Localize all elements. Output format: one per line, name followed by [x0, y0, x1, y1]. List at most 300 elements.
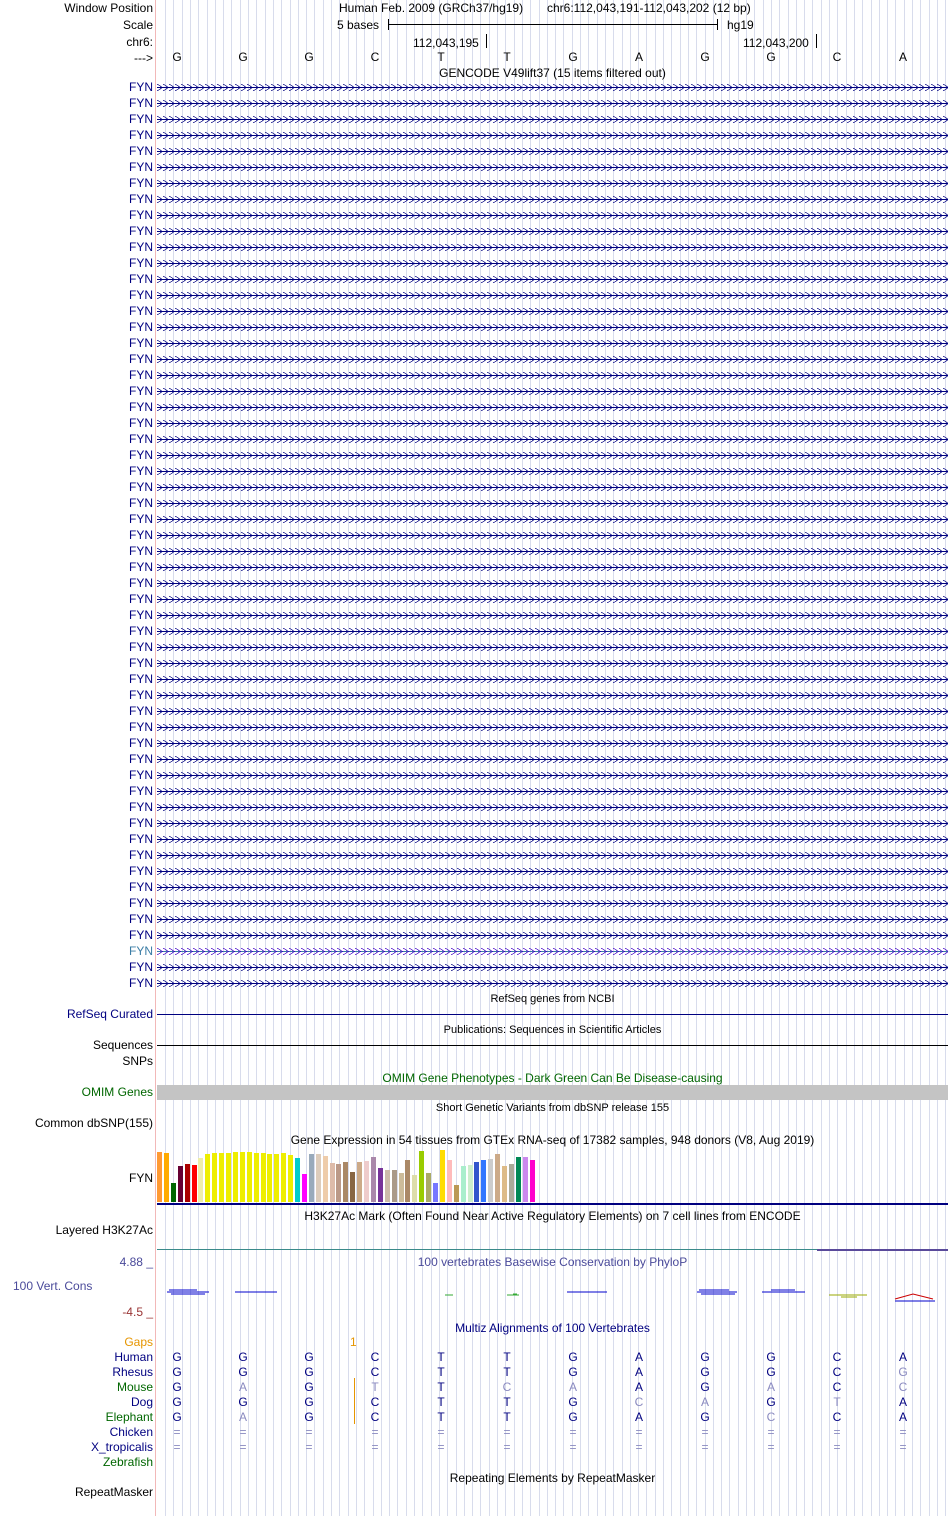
h3k27ac-signal-teal — [157, 1249, 817, 1250]
strand-arrows — [157, 900, 948, 907]
gencode-transcript-label[interactable]: FYN — [129, 336, 153, 350]
gencode-transcript-label[interactable]: FYN — [129, 784, 153, 798]
gtex-tissue-bar[interactable] — [447, 1160, 452, 1202]
position-title: chr6:112,043,191-112,043,202 (12 bp) — [547, 1, 751, 15]
gencode-transcript-line[interactable] — [157, 740, 948, 747]
gencode-transcript-label[interactable]: FYN — [129, 480, 153, 494]
gencode-transcript-line[interactable] — [157, 132, 948, 139]
alignment-base: = — [635, 1440, 643, 1454]
gencode-transcript-line[interactable] — [157, 244, 948, 251]
gencode-transcript-line[interactable] — [157, 628, 948, 635]
gencode-transcript-line[interactable] — [157, 276, 948, 283]
gtex-tissue-bar[interactable] — [267, 1154, 272, 1202]
gtex-tissue-bar[interactable] — [454, 1185, 459, 1202]
gencode-transcript-line[interactable] — [157, 644, 948, 651]
gencode-transcript-line[interactable] — [157, 100, 948, 107]
gencode-transcript-line[interactable] — [157, 148, 948, 155]
gencode-transcript-line[interactable] — [157, 212, 948, 219]
gtex-tissue-bar[interactable] — [295, 1158, 300, 1202]
gtex-tissue-bar[interactable] — [419, 1151, 424, 1202]
strand-arrows — [157, 564, 948, 571]
gencode-transcript-line[interactable] — [157, 676, 948, 683]
gtex-tissue-bar[interactable] — [343, 1162, 348, 1202]
gtex-tissue-bar[interactable] — [502, 1166, 507, 1202]
gencode-transcript-label[interactable]: FYN — [129, 432, 153, 446]
gtex-tissue-bar[interactable] — [205, 1154, 210, 1202]
strand-arrows — [157, 132, 948, 139]
strand-arrows — [157, 484, 948, 491]
gencode-transcript-label[interactable]: FYN — [129, 832, 153, 846]
gencode-transcript-line[interactable] — [157, 692, 948, 699]
gtex-tissue-bar[interactable] — [281, 1153, 286, 1202]
gencode-transcript-label[interactable]: FYN — [129, 976, 153, 990]
gencode-transcript-line[interactable] — [157, 436, 948, 443]
gencode-transcript-label[interactable]: FYN — [129, 752, 153, 766]
strand-arrows — [157, 644, 948, 651]
gencode-transcript-label[interactable]: FYN — [129, 288, 153, 302]
strand-arrows — [157, 756, 948, 763]
phylop-min: -4.5 _ — [122, 1305, 153, 1319]
gencode-transcript-label[interactable]: FYN — [129, 160, 153, 174]
alignment-base: A — [238, 1410, 247, 1424]
gencode-transcript-label[interactable]: FYN — [129, 896, 153, 910]
gencode-transcript-line[interactable] — [157, 708, 948, 715]
strand-arrows — [157, 276, 948, 283]
gencode-transcript-label[interactable]: FYN — [129, 176, 153, 190]
gencode-transcript-line[interactable] — [157, 196, 948, 203]
species-label[interactable]: Elephant — [105, 1410, 153, 1424]
alignment-base: T — [503, 1365, 511, 1379]
gtex-tissue-bar[interactable] — [474, 1162, 479, 1202]
gencode-transcript-label[interactable]: FYN — [129, 624, 153, 638]
pubs-title[interactable]: Publications: Sequences in Scientific Articles — [443, 1024, 662, 1036]
gtex-tissue-bar[interactable] — [364, 1161, 369, 1202]
gtex-tissue-bar[interactable] — [192, 1165, 197, 1202]
gencode-transcript-line[interactable] — [157, 420, 948, 427]
gtex-tissue-bar[interactable] — [316, 1154, 321, 1202]
refseq-label[interactable]: RefSeq Curated — [66, 1007, 153, 1021]
strand-arrows — [157, 836, 948, 843]
alignment-base: C — [832, 1410, 842, 1424]
gtex-tissue-bar[interactable] — [288, 1155, 293, 1202]
gtex-tissue-bar[interactable] — [302, 1174, 307, 1202]
gencode-transcript-line[interactable] — [157, 404, 948, 411]
refseq-track-line[interactable] — [157, 1014, 948, 1015]
pubs-label[interactable]: Sequences — [92, 1038, 153, 1052]
strand-arrows — [157, 548, 948, 555]
alignment-base: = — [833, 1425, 841, 1439]
strand-arrows — [157, 84, 948, 91]
gencode-transcript-line[interactable] — [157, 660, 948, 667]
alignment-base: G — [700, 1380, 710, 1394]
gtex-tissue-bar[interactable] — [468, 1165, 473, 1202]
gencode-transcript-line[interactable] — [157, 532, 948, 539]
gencode-transcript-label[interactable]: FYN — [129, 224, 153, 238]
coord-tick-1 — [486, 34, 487, 48]
gencode-transcript-label[interactable]: FYN — [129, 352, 153, 366]
gencode-transcript-label[interactable]: FYN — [129, 560, 153, 574]
species-label[interactable]: Chicken — [109, 1425, 153, 1439]
alignment-base: G — [568, 1395, 578, 1409]
gencode-transcript-label[interactable]: FYN — [129, 240, 153, 254]
alignment-base: T — [503, 1395, 511, 1409]
alignment-base: C — [898, 1380, 908, 1394]
gencode-transcript-line[interactable] — [157, 724, 948, 731]
gencode-transcript-label[interactable]: FYN — [129, 800, 153, 814]
strand-arrows — [157, 420, 948, 427]
reference-base: G — [766, 50, 776, 64]
strand-arrows — [157, 116, 948, 123]
gencode-transcript-label[interactable]: FYN — [129, 128, 153, 142]
scale-bar-left-tick — [388, 19, 389, 30]
gencode-transcript-label[interactable]: FYN — [129, 272, 153, 286]
gencode-transcript-line[interactable] — [157, 964, 948, 971]
gtex-tissue-bar[interactable] — [254, 1153, 259, 1202]
gencode-transcript-line[interactable] — [157, 372, 948, 379]
gtex-tissue-bar[interactable] — [164, 1153, 169, 1202]
gencode-transcript-label[interactable]: FYN — [129, 208, 153, 222]
gtex-label[interactable]: FYN — [129, 1171, 153, 1185]
gencode-transcript-label[interactable]: FYN — [129, 720, 153, 734]
gtex-tissue-bar[interactable] — [378, 1168, 383, 1202]
gencode-transcript-line[interactable] — [157, 548, 948, 555]
alignment-base: = — [899, 1425, 907, 1439]
gtex-tissue-bar[interactable] — [523, 1157, 528, 1202]
gencode-transcript-label[interactable]: FYN — [129, 368, 153, 382]
alignment-base: G — [238, 1350, 248, 1364]
gtex-bar-chart[interactable] — [157, 1148, 557, 1202]
gencode-transcript-label[interactable]: FYN — [129, 736, 153, 750]
gencode-transcript-label[interactable]: FYN — [129, 544, 153, 558]
alignment-base: A — [634, 1380, 643, 1394]
strand-arrows — [157, 228, 948, 235]
h3k27ac-signal-purple — [817, 1249, 948, 1251]
gtex-tissue-bar[interactable] — [412, 1175, 417, 1202]
gencode-transcript-line[interactable] — [157, 452, 948, 459]
pubs-track-line[interactable] — [157, 1045, 948, 1046]
alignment-base: G — [898, 1365, 908, 1379]
gtex-tissue-bar[interactable] — [171, 1183, 176, 1202]
strand-arrows — [157, 388, 948, 395]
species-label[interactable]: Dog — [130, 1395, 153, 1409]
alignment-base: C — [634, 1395, 644, 1409]
alignment-base: G — [568, 1350, 578, 1364]
gtex-tissue-bar[interactable] — [178, 1166, 183, 1202]
gtex-tissue-bar[interactable] — [392, 1170, 397, 1202]
gtex-tissue-bar[interactable] — [385, 1170, 390, 1202]
gencode-transcript-line[interactable] — [157, 596, 948, 603]
gtex-tissue-bar[interactable] — [323, 1156, 328, 1202]
h3k27ac-label[interactable]: Layered H3K27Ac — [55, 1223, 153, 1237]
alignment-base: G — [172, 1350, 182, 1364]
gencode-transcript-line[interactable] — [157, 116, 948, 123]
alignment-base: = — [371, 1440, 379, 1454]
gencode-transcript-line[interactable] — [157, 580, 948, 587]
alignment-base: T — [437, 1380, 445, 1394]
strand-arrows — [157, 468, 948, 475]
gencode-transcript-label[interactable]: FYN — [129, 384, 153, 398]
strand-arrows — [157, 532, 948, 539]
gencode-transcript-line[interactable] — [157, 500, 948, 507]
gencode-transcript-label[interactable]: FYN — [129, 816, 153, 830]
alignment-base: C — [832, 1350, 842, 1364]
gencode-transcript-line[interactable] — [157, 852, 948, 859]
gencode-transcript-line[interactable] — [157, 836, 948, 843]
gtex-tissue-bar[interactable] — [309, 1154, 314, 1202]
alignment-base: T — [503, 1350, 511, 1364]
alignment-base: C — [832, 1365, 842, 1379]
gtex-tissue-bar[interactable] — [336, 1164, 341, 1202]
gencode-transcript-label[interactable]: FYN — [129, 256, 153, 270]
gencode-transcript-line[interactable] — [157, 180, 948, 187]
strand-arrows — [157, 324, 948, 331]
gtex-tissue-bar[interactable] — [495, 1154, 500, 1202]
species-label[interactable]: Mouse — [116, 1380, 153, 1394]
strand-arrows — [157, 772, 948, 779]
gtex-tissue-bar[interactable] — [433, 1183, 438, 1202]
gencode-transcript-label[interactable]: FYN — [129, 112, 153, 126]
gtex-tissue-bar[interactable] — [516, 1157, 521, 1202]
gtex-tissue-bar[interactable] — [226, 1153, 231, 1202]
dbsnp-title[interactable]: Short Genetic Variants from dbSNP release 155 — [435, 1102, 670, 1114]
gtex-tissue-bar[interactable] — [185, 1164, 190, 1202]
gencode-transcript-label[interactable]: FYN — [129, 304, 153, 318]
gencode-transcript-label[interactable]: FYN — [129, 464, 153, 478]
gencode-transcript-line[interactable] — [157, 948, 948, 955]
reference-base: T — [503, 50, 511, 64]
gencode-transcript-line[interactable] — [157, 324, 948, 331]
gencode-transcript-line[interactable] — [157, 388, 948, 395]
gtex-tissue-bar[interactable] — [357, 1162, 362, 1202]
coord-label-1: 112,043,195 — [413, 36, 479, 50]
alignment-base: G — [304, 1410, 314, 1424]
scale-bar-right-tick — [717, 19, 718, 30]
alignment-base: G — [304, 1395, 314, 1409]
gencode-transcript-label[interactable]: FYN — [129, 80, 153, 94]
gencode-transcript-line[interactable] — [157, 900, 948, 907]
gtex-tissue-bar[interactable] — [371, 1157, 376, 1202]
gencode-transcript-label[interactable]: FYN — [129, 192, 153, 206]
gencode-transcript-label[interactable]: FYN — [129, 608, 153, 622]
gtex-tissue-bar[interactable] — [247, 1152, 252, 1202]
alignment-base: G — [766, 1350, 776, 1364]
alignment-base: = — [701, 1425, 709, 1439]
phylop-title[interactable]: 100 vertebrates Basewise Conservation by PhyloP — [417, 1255, 688, 1269]
gtex-tissue-bar[interactable] — [426, 1173, 431, 1202]
strand-arrows — [157, 148, 948, 155]
gencode-transcript-label[interactable]: FYN — [129, 864, 153, 878]
gencode-transcript-line[interactable] — [157, 164, 948, 171]
gencode-transcript-line[interactable] — [157, 228, 948, 235]
gtex-tissue-bar[interactable] — [399, 1173, 404, 1202]
species-label[interactable]: X_tropicalis — [90, 1440, 153, 1454]
alignment-base: C — [832, 1380, 842, 1394]
gtex-tissue-bar[interactable] — [330, 1163, 335, 1202]
h3k27ac-title[interactable]: H3K27Ac Mark (Often Found Near Active Regulatory Elements) on 7 cell lines from ENCODE — [304, 1209, 801, 1223]
gencode-transcript-label[interactable]: FYN — [129, 688, 153, 702]
gencode-transcript-line[interactable] — [157, 340, 948, 347]
alignment-base: T — [437, 1365, 445, 1379]
gencode-transcript-label[interactable]: FYN — [129, 944, 153, 958]
gencode-transcript-line[interactable] — [157, 804, 948, 811]
gtex-tissue-bar[interactable] — [461, 1166, 466, 1202]
gtex-baseline — [157, 1203, 948, 1205]
gencode-transcript-label[interactable]: FYN — [129, 880, 153, 894]
gencode-transcript-label[interactable]: FYN — [129, 704, 153, 718]
gencode-transcript-line[interactable] — [157, 756, 948, 763]
alignment-base: G — [700, 1350, 710, 1364]
alignment-base: = — [899, 1440, 907, 1454]
strand-arrows — [157, 196, 948, 203]
gencode-transcript-label[interactable]: FYN — [129, 448, 153, 462]
reference-base: G — [238, 50, 248, 64]
strand-arrows — [157, 708, 948, 715]
gencode-transcript-line[interactable] — [157, 884, 948, 891]
gencode-transcript-line[interactable] — [157, 612, 948, 619]
phylop-signal — [157, 1283, 948, 1307]
gtex-tissue-bar[interactable] — [261, 1153, 266, 1202]
gencode-transcript-line[interactable] — [157, 468, 948, 475]
reference-base: G — [304, 50, 314, 64]
alignment-base: = — [437, 1425, 445, 1439]
alignment-base: G — [304, 1380, 314, 1394]
alignment-base: G — [568, 1365, 578, 1379]
alignment-base: C — [370, 1410, 380, 1424]
gencode-transcript-label[interactable]: FYN — [129, 320, 153, 334]
strand-arrows — [157, 340, 948, 347]
reference-base: G — [172, 50, 182, 64]
alignment-base: G — [700, 1410, 710, 1424]
gtex-tissue-bar[interactable] — [405, 1160, 410, 1202]
gencode-transcript-label[interactable]: FYN — [129, 928, 153, 942]
gencode-transcript-line[interactable] — [157, 484, 948, 491]
alignment-base: = — [437, 1440, 445, 1454]
alignment-base: T — [437, 1395, 445, 1409]
gencode-transcript-label[interactable]: FYN — [129, 912, 153, 926]
gencode-transcript-line[interactable] — [157, 868, 948, 875]
scale-label: Scale — [122, 18, 153, 32]
alignment-base: G — [766, 1395, 776, 1409]
phylop-label[interactable]: 100 Vert. Cons — [13, 1279, 93, 1293]
gencode-transcript-line[interactable] — [157, 980, 948, 987]
gencode-title[interactable]: GENCODE V49lift37 (15 items filtered out) — [439, 66, 666, 80]
gencode-transcript-label[interactable]: FYN — [129, 640, 153, 654]
omim-track-bar[interactable] — [157, 1085, 948, 1100]
gencode-transcript-label[interactable]: FYN — [129, 496, 153, 510]
gencode-transcript-label[interactable]: FYN — [129, 656, 153, 670]
species-label[interactable]: Zebrafish — [102, 1455, 153, 1469]
alignment-base: G — [700, 1365, 710, 1379]
alignment-base: = — [701, 1440, 709, 1454]
gtex-tissue-bar[interactable] — [157, 1152, 162, 1202]
reference-base: G — [700, 50, 710, 64]
snps-label[interactable]: SNPs — [122, 1054, 153, 1068]
reference-base: C — [370, 50, 380, 64]
gencode-transcript-line[interactable] — [157, 84, 948, 91]
gtex-tissue-bar[interactable] — [350, 1172, 355, 1202]
strand-arrows — [157, 628, 948, 635]
strand-arrows — [157, 596, 948, 603]
gencode-transcript-label[interactable]: FYN — [129, 512, 153, 526]
repeatmasker-title[interactable]: Repeating Elements by RepeatMasker — [449, 1471, 656, 1485]
gencode-transcript-line[interactable] — [157, 788, 948, 795]
gencode-transcript-label[interactable]: FYN — [129, 144, 153, 158]
coord-label-2: 112,043,200 — [743, 36, 809, 50]
gtex-tissue-bar[interactable] — [440, 1150, 445, 1202]
multiz-title[interactable]: Multiz Alignments of 100 Vertebrates — [455, 1321, 650, 1335]
gtex-tissue-bar[interactable] — [274, 1154, 279, 1202]
gtex-tissue-bar[interactable] — [488, 1159, 493, 1202]
alignment-base: T — [371, 1380, 379, 1394]
gencode-transcript-label[interactable]: FYN — [129, 96, 153, 110]
gencode-transcript-line[interactable] — [157, 564, 948, 571]
gencode-transcript-label[interactable]: FYN — [129, 528, 153, 542]
gencode-transcript-label[interactable]: FYN — [129, 400, 153, 414]
species-label[interactable]: Rhesus — [112, 1365, 153, 1379]
alignment-base: T — [437, 1410, 445, 1424]
alignment-base: = — [569, 1425, 577, 1439]
gencode-transcript-label[interactable]: FYN — [129, 960, 153, 974]
gencode-transcript-line[interactable] — [157, 772, 948, 779]
alignment-base: G — [172, 1380, 182, 1394]
strand-arrows — [157, 308, 948, 315]
gencode-transcript-line[interactable] — [157, 292, 948, 299]
gencode-transcript-line[interactable] — [157, 356, 948, 363]
gencode-transcript-label[interactable]: FYN — [129, 592, 153, 606]
repeatmasker-label[interactable]: RepeatMasker — [74, 1485, 153, 1499]
gtex-tissue-bar[interactable] — [509, 1164, 514, 1202]
alignment-base: = — [173, 1425, 181, 1439]
gtex-tissue-bar[interactable] — [530, 1160, 535, 1202]
reference-base: A — [898, 50, 907, 64]
omim-label[interactable]: OMIM Genes — [81, 1085, 153, 1099]
gtex-tissue-bar[interactable] — [212, 1153, 217, 1202]
gtex-tissue-bar[interactable] — [198, 1158, 203, 1202]
alignment-base: = — [767, 1440, 775, 1454]
gtex-tissue-bar[interactable] — [240, 1152, 245, 1202]
gtex-tissue-bar[interactable] — [481, 1160, 486, 1202]
omim-title[interactable]: OMIM Gene Phenotypes - Dark Green Can Be Disease-causing — [382, 1071, 723, 1085]
window-position-label: Window Position — [64, 1, 153, 15]
strand-arrows — [157, 100, 948, 107]
gencode-transcript-line[interactable] — [157, 916, 948, 923]
gencode-transcript-line[interactable] — [157, 260, 948, 267]
dbsnp-label[interactable]: Common dbSNP(155) — [34, 1116, 153, 1130]
gtex-tissue-bar[interactable] — [233, 1152, 238, 1202]
gencode-transcript-line[interactable] — [157, 820, 948, 827]
gencode-transcript-line[interactable] — [157, 516, 948, 523]
alignment-base: A — [238, 1380, 247, 1394]
gtex-tissue-bar[interactable] — [219, 1153, 224, 1202]
gencode-transcript-label[interactable]: FYN — [129, 416, 153, 430]
species-label[interactable]: Human — [114, 1350, 153, 1364]
strand-arrows — [157, 820, 948, 827]
alignment-base: A — [766, 1380, 775, 1394]
gtex-title[interactable]: Gene Expression in 54 tissues from GTEx RNA-seq of 17382 samples, 948 donors (V8, Aug 2019) — [290, 1133, 815, 1147]
gencode-transcript-label[interactable]: FYN — [129, 576, 153, 590]
gencode-transcript-label[interactable]: FYN — [129, 672, 153, 686]
strand-arrows — [157, 788, 948, 795]
gencode-transcript-label[interactable]: FYN — [129, 848, 153, 862]
strand-arrows — [157, 692, 948, 699]
strand-arrows — [157, 868, 948, 875]
gencode-transcript-line[interactable] — [157, 932, 948, 939]
strand-arrows — [157, 948, 948, 955]
alignment-base: G — [238, 1395, 248, 1409]
refseq-title[interactable]: RefSeq genes from NCBI — [490, 993, 615, 1005]
gencode-transcript-label[interactable]: FYN — [129, 768, 153, 782]
gencode-transcript-line[interactable] — [157, 308, 948, 315]
